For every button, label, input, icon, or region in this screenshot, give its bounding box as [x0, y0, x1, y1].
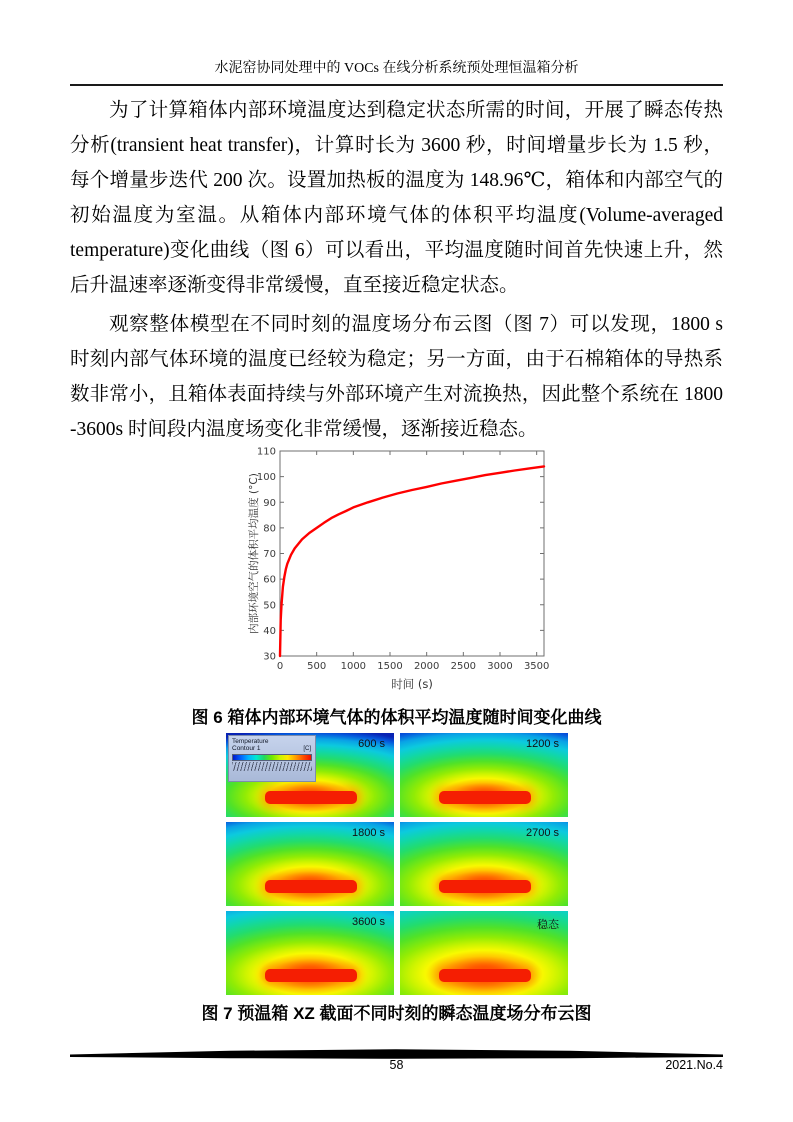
heating-plate — [439, 791, 531, 804]
issue-label: 2021.No.4 — [665, 1058, 723, 1072]
legend-subtitle: Contour 1 — [232, 745, 261, 752]
x-tick-label: 1500 — [377, 661, 403, 672]
heating-plate — [439, 880, 531, 893]
colorbar-legend — [228, 735, 316, 782]
body-paragraph-1: 为了计算箱体内部环境温度达到稳定状态所需的时间，开展了瞬态传热分析(transient heat transfer)，计算时长为 3600 秒，时间增量步长为 1.5 秒，每个增量步迭代 200 次。设置加热板的温度为 148.96℃，箱体和内部空气的初始温度为室温。从箱体内部环境气体的体积平均温度(Volume-averaged temperature)变化曲线（图 6）可以看出，平均温度随时间首先快速上升，然后升温速率逐渐变得非常缓慢，直至接近稳定状态。 — [70, 100, 723, 296]
y-tick-label: 70 — [263, 549, 276, 560]
legend-unit: [C] — [303, 746, 311, 752]
y-tick-label: 60 — [263, 574, 276, 586]
y-axis-label: 内部环境空气的体积平均温度 (°C) — [248, 473, 260, 634]
contour-panel-3 — [226, 822, 394, 906]
x-tick-label: 0 — [276, 661, 284, 672]
colorbar-tick-labels — [232, 762, 312, 771]
panel-time-label: 600 s — [358, 738, 385, 750]
x-tick-label: 3500 — [523, 661, 550, 672]
heating-plate — [265, 880, 357, 893]
line-chart — [247, 445, 567, 698]
contour-panel-5 — [226, 911, 394, 995]
figure6-caption: 图 6 箱体内部环境气体的体积平均温度随时间变化曲线 — [191, 708, 602, 727]
x-tick-label: 1000 — [340, 661, 367, 672]
x-tick-label: 3000 — [487, 661, 513, 672]
heating-plate — [265, 791, 357, 804]
contour-panel-4 — [400, 822, 568, 906]
colorbar-gradient — [232, 754, 312, 761]
header-rule — [70, 84, 723, 86]
y-tick-label: 50 — [263, 600, 276, 612]
figure6-temperature-chart — [247, 445, 567, 698]
x-tick-label: 2500 — [450, 661, 477, 672]
y-tick-label: 110 — [256, 446, 276, 458]
panel-time-label: 3600 s — [351, 916, 385, 928]
y-tick-label: 80 — [263, 523, 276, 535]
panel-time-label: 2700 s — [525, 827, 559, 839]
heating-plate — [265, 969, 357, 982]
page-number: 58 — [389, 1058, 404, 1072]
heating-plate — [439, 969, 531, 982]
contour-panel-2 — [400, 733, 568, 817]
y-tick-label: 100 — [256, 472, 276, 484]
y-tick-label: 30 — [263, 651, 276, 663]
body-text — [70, 93, 723, 451]
contour-panel-6 — [400, 911, 568, 995]
plot-box — [280, 451, 544, 656]
x-tick-label: 2000 — [413, 661, 440, 672]
body-paragraph-2: 观察整体模型在不同时刻的温度场分布云图（图 7）可以发现，1800 s 时刻内部气体环境的温度已经较为稳定；另一方面，由于石棉箱体的导热系数非常小，且箱体表面持续与外部环境产生对流换热，因此整个系统在 1800 -3600s 时间段内温度场变化非常缓慢，逐渐接近稳态。 — [70, 314, 723, 440]
x-axis-label: 时间 (s) — [391, 677, 433, 691]
figure7-contour-grid — [226, 733, 568, 995]
contour-panel-1 — [226, 733, 394, 817]
panel-time-label: 1200 s — [525, 738, 559, 750]
panel-time-label: 稳态 — [537, 919, 559, 931]
y-tick-label: 90 — [263, 497, 276, 509]
page-header-title: 水泥窑协同处理中的 VOCs 在线分析系统预处理恒温箱分析 — [214, 61, 579, 76]
figure7-caption: 图 7 预温箱 XZ 截面不同时刻的瞬态温度场分布云图 — [201, 1004, 592, 1023]
panel-time-label: 1800 s — [351, 827, 385, 839]
y-tick-label: 40 — [263, 625, 276, 637]
x-tick-label: 500 — [307, 661, 327, 672]
legend-title: Temperature — [232, 738, 269, 745]
